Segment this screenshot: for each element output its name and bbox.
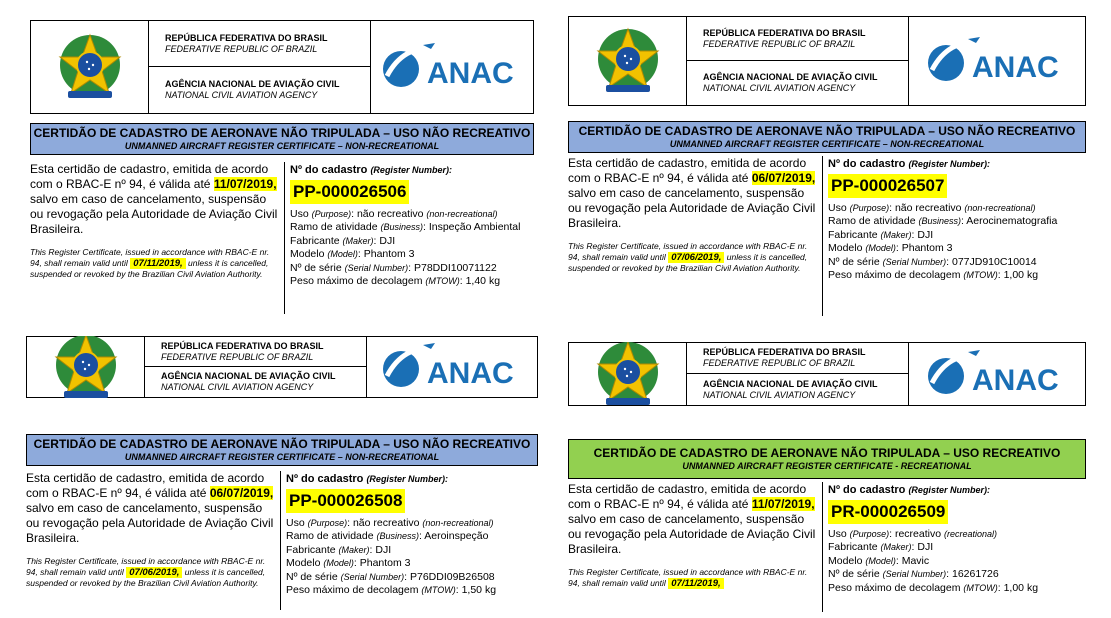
header-text <box>149 21 371 113</box>
certificate-title <box>26 434 538 466</box>
register-label: Nº do cadastro <box>286 473 364 485</box>
agency-name-pt: AGÊNCIA NACIONAL DE AVIAÇÃO CIVIL <box>165 79 340 89</box>
maker-label-en: (Maker) <box>338 544 370 555</box>
validity-text-pt-2: salvo em caso de cancelamento, suspensão ou revogação pela Autoridade de Aviação Civil Brasileira. <box>26 501 274 545</box>
anac-airplane-icon <box>922 37 1072 85</box>
details-column <box>280 471 538 610</box>
title-pt: CERTIDÃO DE CADASTRO DE AERONAVE NÃO TRIPULADA – USO NÃO RECREATIVO <box>33 126 531 140</box>
purpose-value: : não recreativo <box>351 207 424 220</box>
brazil-coat-of-arms-icon <box>31 21 149 113</box>
purpose-label-en: (Purpose) <box>849 202 890 213</box>
validity-date-en: 07/11/2019, <box>130 258 185 269</box>
validity-text-pt-2: salvo em caso de cancelamento, suspensão ou revogação pela Autoridade de Aviação Civil Brasileira. <box>30 192 278 236</box>
country-name-en: FEDERATIVE REPUBLIC OF BRAZIL <box>703 358 856 368</box>
maker-label: Fabricante <box>828 228 878 241</box>
mtow-value: : 1,00 kg <box>997 269 1039 281</box>
purpose-value-en: (recreational) <box>943 528 998 539</box>
country-name-pt: REPÚBLICA FEDERATIVA DO BRASIL <box>703 27 866 38</box>
serial-value: : 077JD910C10014 <box>946 255 1037 268</box>
serial-label: Nº de série <box>828 255 880 268</box>
certificate-header <box>30 20 534 114</box>
register-label-en: (Register Number): <box>908 159 990 169</box>
certificate-header <box>568 342 1086 406</box>
certificate-title <box>30 123 534 155</box>
mtow-label: Peso máximo de decolagem <box>828 581 961 594</box>
mtow-label: Peso máximo de decolagem <box>828 269 961 281</box>
agency-name-en: NATIONAL CIVIL AVIATION AGENCY <box>165 90 318 100</box>
purpose-label-en: (Purpose) <box>311 208 352 219</box>
validity-date: 06/07/2019, <box>209 486 274 500</box>
brazil-coat-of-arms-icon <box>569 343 687 405</box>
purpose-label: Uso <box>286 516 305 529</box>
model-value: : Phantom 3 <box>353 557 411 569</box>
validity-date: 11/07/2019, <box>213 177 277 191</box>
serial-row <box>290 262 534 276</box>
mtow-row <box>828 269 1086 283</box>
business-value: : Aerocinematografia <box>961 215 1058 227</box>
mtow-label-en: (MTOW) <box>425 276 460 286</box>
country-name-en: FEDERATIVE REPUBLIC OF BRAZIL <box>703 38 856 49</box>
serial-row <box>828 568 1086 582</box>
certificate-1 <box>30 20 534 314</box>
country-name-pt: REPÚBLICA FEDERATIVA DO BRASIL <box>165 32 328 43</box>
model-value: : Phantom 3 <box>895 242 953 254</box>
serial-value: : P76DDI09B26508 <box>404 570 495 583</box>
maker-label: Fabricante <box>290 234 340 247</box>
validity-column <box>30 162 280 314</box>
model-label-en: (Model) <box>327 249 358 259</box>
mtow-label-en: (MTOW) <box>963 270 998 280</box>
validity-text-en-2: unless it is cancelled, suspended or revoked by the Brazilian Civil Aviation Authority. <box>30 257 269 279</box>
validity-text-en-2: unless it is cancelled, suspended or revoked by the Brazilian Civil Aviation Authority. <box>26 566 266 588</box>
title-en: UNMANNED AIRCRAFT REGISTER CERTIFICATE – NON-RECREATIONAL <box>124 141 440 151</box>
brazil-coat-of-arms-icon <box>569 17 687 105</box>
purpose-label: Uso <box>290 207 309 220</box>
validity-text-pt: Esta certidão de cadastro, emitida de acordo com o RBAC-E nº 94, é válida até <box>568 482 807 511</box>
serial-value: : P78DDI10071122 <box>408 261 497 274</box>
serial-label: Nº de série <box>828 568 880 580</box>
maker-row <box>828 229 1086 243</box>
register-label: Nº do cadastro <box>290 164 368 176</box>
title-en: UNMANNED AIRCRAFT REGISTER CERTIFICATE – NON-RECREATIONAL <box>124 452 440 462</box>
business-label-en: (Business) <box>918 216 961 226</box>
business-value: : Aeroinspeção <box>419 530 489 542</box>
model-row <box>286 557 538 571</box>
validity-text-pt-2: salvo em caso de cancelamento, suspensão ou revogação pela Autoridade de Aviação Civil Brasileira. <box>568 512 816 556</box>
certificate-body <box>568 156 1086 316</box>
business-row <box>290 221 534 235</box>
purpose-value-en: (non-recreational) <box>964 202 1036 213</box>
serial-row <box>286 571 538 585</box>
model-label: Modelo <box>290 248 325 260</box>
purpose-label: Uso <box>828 201 847 214</box>
details-column <box>822 482 1086 612</box>
anac-airplane-icon <box>377 343 527 391</box>
validity-column <box>568 482 818 612</box>
purpose-label: Uso <box>828 527 847 540</box>
business-label-en: (Business) <box>376 531 419 541</box>
model-value: : Mavic <box>895 554 930 567</box>
maker-value: : DJI <box>373 234 396 247</box>
validity-text-en: This Register Certificate, issued in accordance with RBAC-E nr. 94, shall remain valid until <box>568 241 808 262</box>
business-label-en: (Business) <box>380 222 423 232</box>
certificate-title <box>568 439 1086 479</box>
anac-logo-text: ANAC <box>427 57 514 90</box>
validity-column <box>568 156 818 316</box>
certificate-header <box>26 336 538 398</box>
mtow-value: : 1,00 kg <box>997 581 1039 594</box>
model-row <box>828 242 1086 256</box>
validity-date: 11/07/2019, <box>751 497 815 511</box>
details-column <box>822 156 1086 316</box>
anac-logo-text: ANAC <box>427 357 514 390</box>
header-text <box>687 17 909 105</box>
anac-logo <box>371 21 533 113</box>
maker-value: : DJI <box>911 228 934 241</box>
certificate-body <box>30 162 534 314</box>
register-label: Nº do cadastro <box>828 158 906 170</box>
title-en: UNMANNED AIRCRAFT REGISTER CERTIFICATE - RECREATIONAL <box>682 461 972 471</box>
mtow-label: Peso máximo de decolagem <box>290 275 423 287</box>
validity-text-en: This Register Certificate, issued in accordance with RBAC-E nr. 94, shall remain valid until <box>26 556 266 577</box>
title-pt: CERTIDÃO DE CADASTRO DE AERONAVE NÃO TRIPULADA – USO NÃO RECREATIVO <box>578 124 1076 138</box>
serial-label: Nº de série <box>286 570 338 583</box>
validity-date-en: 07/06/2019, <box>668 252 724 263</box>
model-value: : Phantom 3 <box>357 248 415 260</box>
model-label-en: (Model) <box>865 243 896 253</box>
validity-date-en: 07/06/2019, <box>126 567 182 578</box>
anac-airplane-icon <box>377 43 527 91</box>
maker-value: : DJI <box>369 543 392 556</box>
validity-date-en: 07/11/2019, <box>668 578 723 589</box>
business-label: Ramo de atividade <box>290 221 378 233</box>
serial-label-en: (Serial Number) <box>344 262 409 273</box>
mtow-label-en: (MTOW) <box>421 585 456 595</box>
serial-label-en: (Serial Number) <box>882 256 947 267</box>
anac-logo <box>909 17 1085 105</box>
purpose-label-en: (Purpose) <box>307 517 348 528</box>
model-label-en: (Model) <box>323 558 354 568</box>
register-label-en: (Register Number): <box>366 474 448 484</box>
model-label: Modelo <box>828 242 863 254</box>
business-label: Ramo de atividade <box>828 215 916 227</box>
register-label: Nº do cadastro <box>828 484 906 496</box>
details-column <box>284 162 534 314</box>
validity-text-pt: Esta certidão de cadastro, emitida de acordo com o RBAC-E nº 94, é válida até <box>568 156 807 185</box>
validity-text-en: This Register Certificate, issued in accordance with RBAC-E nr. 94, shall remain valid until <box>568 567 808 588</box>
purpose-label-en: (Purpose) <box>849 528 890 539</box>
model-label: Modelo <box>286 557 321 569</box>
maker-row <box>290 235 534 249</box>
agency-name-pt: AGÊNCIA NACIONAL DE AVIAÇÃO CIVIL <box>703 72 878 82</box>
purpose-row <box>828 202 1086 216</box>
certificate-header <box>568 16 1086 106</box>
certificate-body <box>568 482 1086 612</box>
register-label-en: (Register Number): <box>908 485 990 495</box>
serial-label: Nº de série <box>290 261 342 274</box>
purpose-value-en: (non-recreational) <box>422 517 494 528</box>
model-row <box>290 248 534 262</box>
maker-label-en: (Maker) <box>880 229 912 240</box>
mtow-label: Peso máximo de decolagem <box>286 584 419 596</box>
mtow-row <box>286 584 538 598</box>
model-row <box>828 555 1086 569</box>
validity-text-en: This Register Certificate, issued in accordance with RBAC-E nr. 94, shall remain valid until <box>30 247 270 268</box>
country-name-en: FEDERATIVE REPUBLIC OF BRAZIL <box>165 43 318 54</box>
country-name-pt: REPÚBLICA FEDERATIVA DO BRASIL <box>161 340 324 351</box>
serial-label-en: (Serial Number) <box>882 569 947 579</box>
serial-label-en: (Serial Number) <box>340 571 405 582</box>
agency-name-en: NATIONAL CIVIL AVIATION AGENCY <box>161 382 314 392</box>
mtow-row <box>290 275 534 289</box>
country-name-pt: REPÚBLICA FEDERATIVA DO BRASIL <box>703 347 866 357</box>
maker-row <box>286 544 538 558</box>
model-label: Modelo <box>828 554 863 567</box>
anac-logo-text: ANAC <box>972 51 1059 84</box>
mtow-value: : 1,50 kg <box>455 584 497 596</box>
title-pt: CERTIDÃO DE CADASTRO DE AERONAVE NÃO TRIPULADA – USO NÃO RECREATIVO <box>33 437 531 451</box>
maker-value: : DJI <box>911 541 934 553</box>
business-row <box>286 530 538 544</box>
serial-value: : 16261726 <box>946 568 999 580</box>
anac-logo <box>367 337 537 397</box>
agency-name-en: NATIONAL CIVIL AVIATION AGENCY <box>703 389 856 400</box>
anac-airplane-icon <box>922 350 1072 398</box>
agency-name-pt: AGÊNCIA NACIONAL DE AVIAÇÃO CIVIL <box>703 378 878 389</box>
maker-row <box>828 541 1086 555</box>
certificate-3 <box>26 336 538 610</box>
certificate-2 <box>568 16 1086 316</box>
business-label: Ramo de atividade <box>286 530 374 542</box>
business-value: : Inspeção Ambiental <box>423 221 521 233</box>
country-name-en: FEDERATIVE REPUBLIC OF BRAZIL <box>161 351 314 362</box>
validity-date: 06/07/2019, <box>751 171 816 185</box>
purpose-value-en: (non-recreational) <box>426 208 498 219</box>
agency-name-pt: AGÊNCIA NACIONAL DE AVIAÇÃO CIVIL <box>161 371 336 381</box>
model-label-en: (Model) <box>865 555 896 566</box>
maker-label: Fabricante <box>828 541 878 553</box>
purpose-value: : não recreativo <box>347 516 420 529</box>
title-en: UNMANNED AIRCRAFT REGISTER CERTIFICATE – NON-RECREATIONAL <box>669 139 985 149</box>
purpose-value: : recreativo <box>889 527 942 540</box>
title-pt: CERTIDÃO DE CADASTRO DE AERONAVE NÃO TRIPULADA – USO RECREATIVO <box>593 446 1061 460</box>
header-text <box>687 343 909 405</box>
mtow-value: : 1,40 kg <box>459 275 501 287</box>
validity-column <box>26 471 276 610</box>
validity-text-pt: Esta certidão de cadastro, emitida de acordo com o RBAC-E nº 94, é válida até <box>30 162 269 191</box>
register-number: PP-000026507 <box>828 174 947 198</box>
purpose-row <box>828 528 1086 542</box>
mtow-row <box>828 582 1086 596</box>
register-number: PP-000026506 <box>290 180 409 204</box>
agency-name-en: NATIONAL CIVIL AVIATION AGENCY <box>703 83 856 93</box>
header-text <box>145 337 367 397</box>
serial-row <box>828 256 1086 270</box>
register-label-en: (Register Number): <box>370 165 452 175</box>
purpose-value: : não recreativo <box>889 201 962 214</box>
anac-logo <box>909 343 1085 405</box>
register-number: PP-000026508 <box>286 489 405 513</box>
purpose-row <box>286 517 538 531</box>
validity-text-pt-2: salvo em caso de cancelamento, suspensão ou revogação pela Autoridade de Aviação Civil Brasileira. <box>568 186 816 230</box>
maker-label: Fabricante <box>286 543 336 556</box>
anac-logo-text: ANAC <box>972 364 1059 397</box>
certificate-body <box>26 471 538 610</box>
maker-label-en: (Maker) <box>342 235 374 246</box>
validity-text-pt: Esta certidão de cadastro, emitida de acordo com o RBAC-E nº 94, é válida até <box>26 471 265 500</box>
certificate-4 <box>568 342 1086 612</box>
validity-text-en-2: unless it is cancelled, suspended or revoked by the Brazilian Civil Aviation Authority. <box>568 251 808 273</box>
mtow-label-en: (MTOW) <box>963 582 998 593</box>
maker-label-en: (Maker) <box>880 542 912 552</box>
certificate-title <box>568 121 1086 153</box>
purpose-row <box>290 208 534 222</box>
business-row <box>828 215 1086 229</box>
brazil-coat-of-arms-icon <box>27 337 145 397</box>
register-number: PR-000026509 <box>828 500 948 524</box>
